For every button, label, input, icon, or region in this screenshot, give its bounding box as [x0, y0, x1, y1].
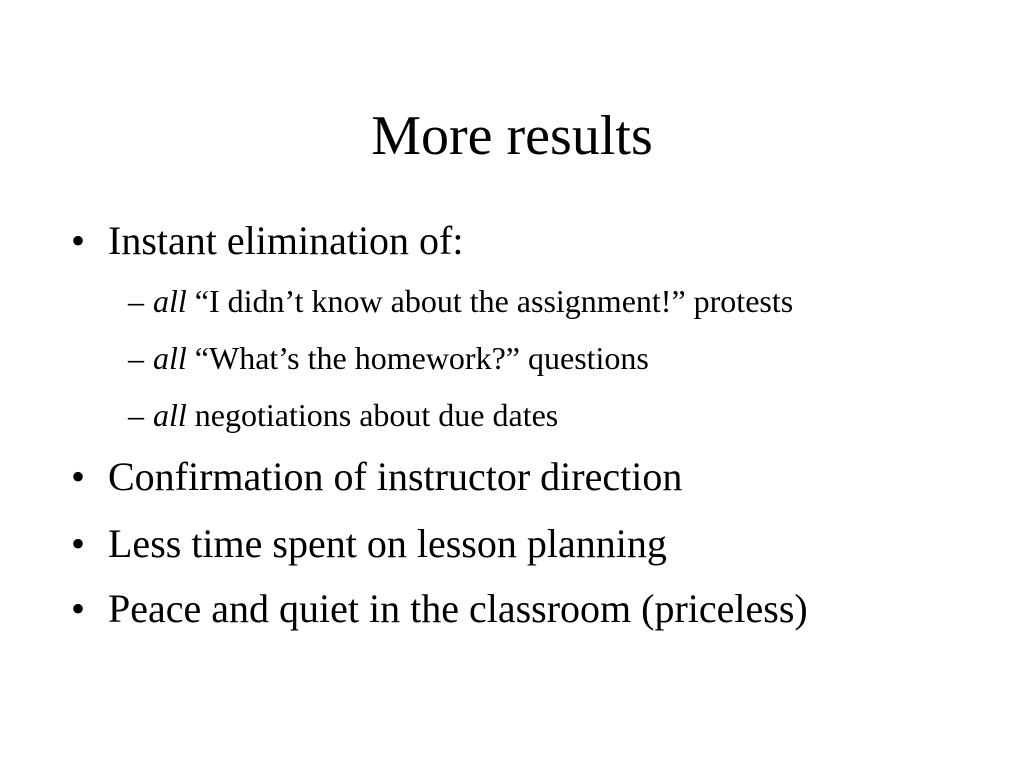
bullet-marker: •	[71, 454, 86, 499]
slide-title: More results	[371, 105, 653, 167]
bullet-text: Instant elimination of:	[108, 218, 464, 263]
bullet-marker: •	[71, 586, 86, 631]
emphasis-text: all	[153, 340, 187, 376]
bullet-text: Confirmation of instructor direction	[108, 454, 683, 499]
sub-bullet-marker: –	[128, 397, 144, 433]
sub-bullet-marker: –	[128, 283, 144, 319]
bullet-item-instructor-direction	[71, 453, 682, 501]
sub-bullet-item-due-dates	[128, 395, 558, 435]
sub-bullet-item-homework-questions	[128, 338, 649, 378]
sub-bullet-item-assignment-protests	[128, 281, 793, 321]
bullet-item-lesson-planning	[71, 520, 667, 568]
sub-bullet-text: “I didn’t know about the assignment!” protests	[186, 283, 794, 319]
emphasis-text: all	[153, 397, 187, 433]
bullet-item-peace-and-quiet	[71, 585, 808, 633]
sub-bullet-text: “What’s the homework?” questions	[186, 340, 649, 376]
bullet-text: Peace and quiet in the classroom (priceless)	[108, 586, 808, 631]
bullet-marker: •	[71, 521, 86, 566]
sub-bullet-text: negotiations about due dates	[186, 397, 559, 433]
sub-bullet-marker: –	[128, 340, 144, 376]
emphasis-text: all	[153, 283, 187, 319]
bullet-text: Less time spent on lesson planning	[108, 521, 667, 566]
bullet-item-instant-elimination	[71, 217, 464, 265]
bullet-marker: •	[71, 218, 86, 263]
